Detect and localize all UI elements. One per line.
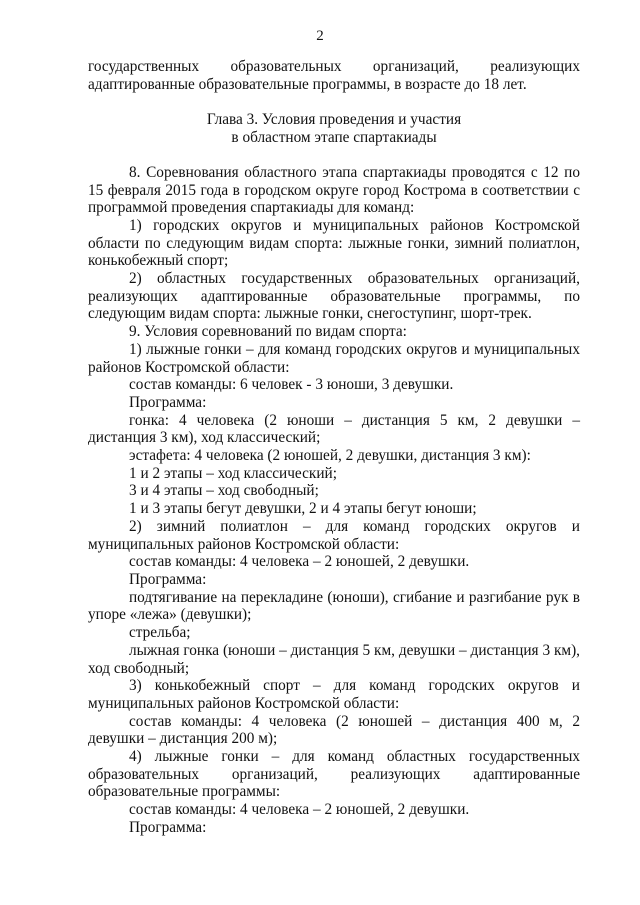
- chapter-title-line-1: Глава 3. Условия проведения и участия: [206, 111, 462, 129]
- list-item: гонка: 4 человека (2 юноши – дистанция 5 км, 2 девушки – дистанция 3 км), ход классический;: [88, 411, 580, 447]
- program-label: Программа:: [129, 570, 207, 588]
- intro-paragraph: государственных образовательных организаций, реализующих адаптированные образовательные программы, в возрасте до 18 лет.: [88, 58, 580, 93]
- paragraph-8-item-2: 2) областных государственных образовательных организаций, реализующих адаптированные образовательные программы, по следующим видам спорта: лыжные гонки, снегоступинг, шорт-трек.: [88, 270, 580, 323]
- paragraph-8: 8. Соревнования областного этапа спартакиады проводятся с 12 по 15 февраля 2015 года в городском округе город Кострома в соответствии с программой проведения спартакиады для команд:: [88, 163, 580, 217]
- list-item: подтягивание на перекладине (юноши), сгибание и разгибание рук в упоре «лежа» (девушки);: [88, 588, 580, 624]
- paragraph-9: 9. Условия соревнований по видам спорта:: [129, 323, 407, 341]
- list-item: эстафета: 4 человека (2 юношей, 2 девушки, дистанция 3 км):: [129, 447, 531, 465]
- paragraph-9-item-1: 1) лыжные гонки – для команд городских округов и муниципальных районов Костромской области:: [88, 340, 580, 376]
- list-item: состав команды: 4 человека (2 юношей – дистанция 400 м, 2 девушки – дистанция 200 м);: [88, 712, 580, 748]
- list-item: лыжная гонка (юноши – дистанция 5 км, девушки – дистанция 3 км), ход свободный;: [88, 641, 580, 677]
- paragraph-9-item-3: 3) конькобежный спорт – для команд городских округов и муниципальных районов Костромской области:: [88, 677, 580, 712]
- list-item: 1 и 2 этапы – ход классический;: [129, 464, 337, 482]
- paragraph-9-item-2: 2) зимний полиатлон – для команд городских округов и муниципальных районов Костромской области:: [88, 517, 580, 553]
- list-item: состав команды: 4 человека – 2 юношей, 2 девушки.: [129, 801, 470, 819]
- list-item: состав команды: 6 человек - 3 юноши, 3 девушки.: [129, 376, 454, 394]
- paragraph-8-item-1: 1) городских округов и муниципальных районов Костромской области по следующим видам спорта: лыжные гонки, зимний полиатлон, конькобежный спорт;: [88, 216, 580, 270]
- document-body: [88, 58, 580, 837]
- chapter-title-line-2: в областном этапе спартакиады: [231, 129, 437, 147]
- list-item: состав команды: 4 человека – 2 юношей, 2 девушки.: [129, 553, 470, 571]
- chapter-heading: [88, 111, 580, 146]
- list-item: 1 и 3 этапы бегут девушки, 2 и 4 этапы бегут юноши;: [129, 500, 477, 518]
- list-item: 3 и 4 этапы – ход свободный;: [129, 482, 319, 500]
- list-item: стрельба;: [129, 624, 191, 642]
- program-label: Программа:: [129, 818, 207, 836]
- page-number: 2: [316, 28, 324, 44]
- program-label: Программа:: [129, 393, 207, 411]
- paragraph-9-item-4: 4) лыжные гонки – для команд областных государственных образовательных организаций, реализующих адаптированные образовательные программы:: [88, 748, 580, 801]
